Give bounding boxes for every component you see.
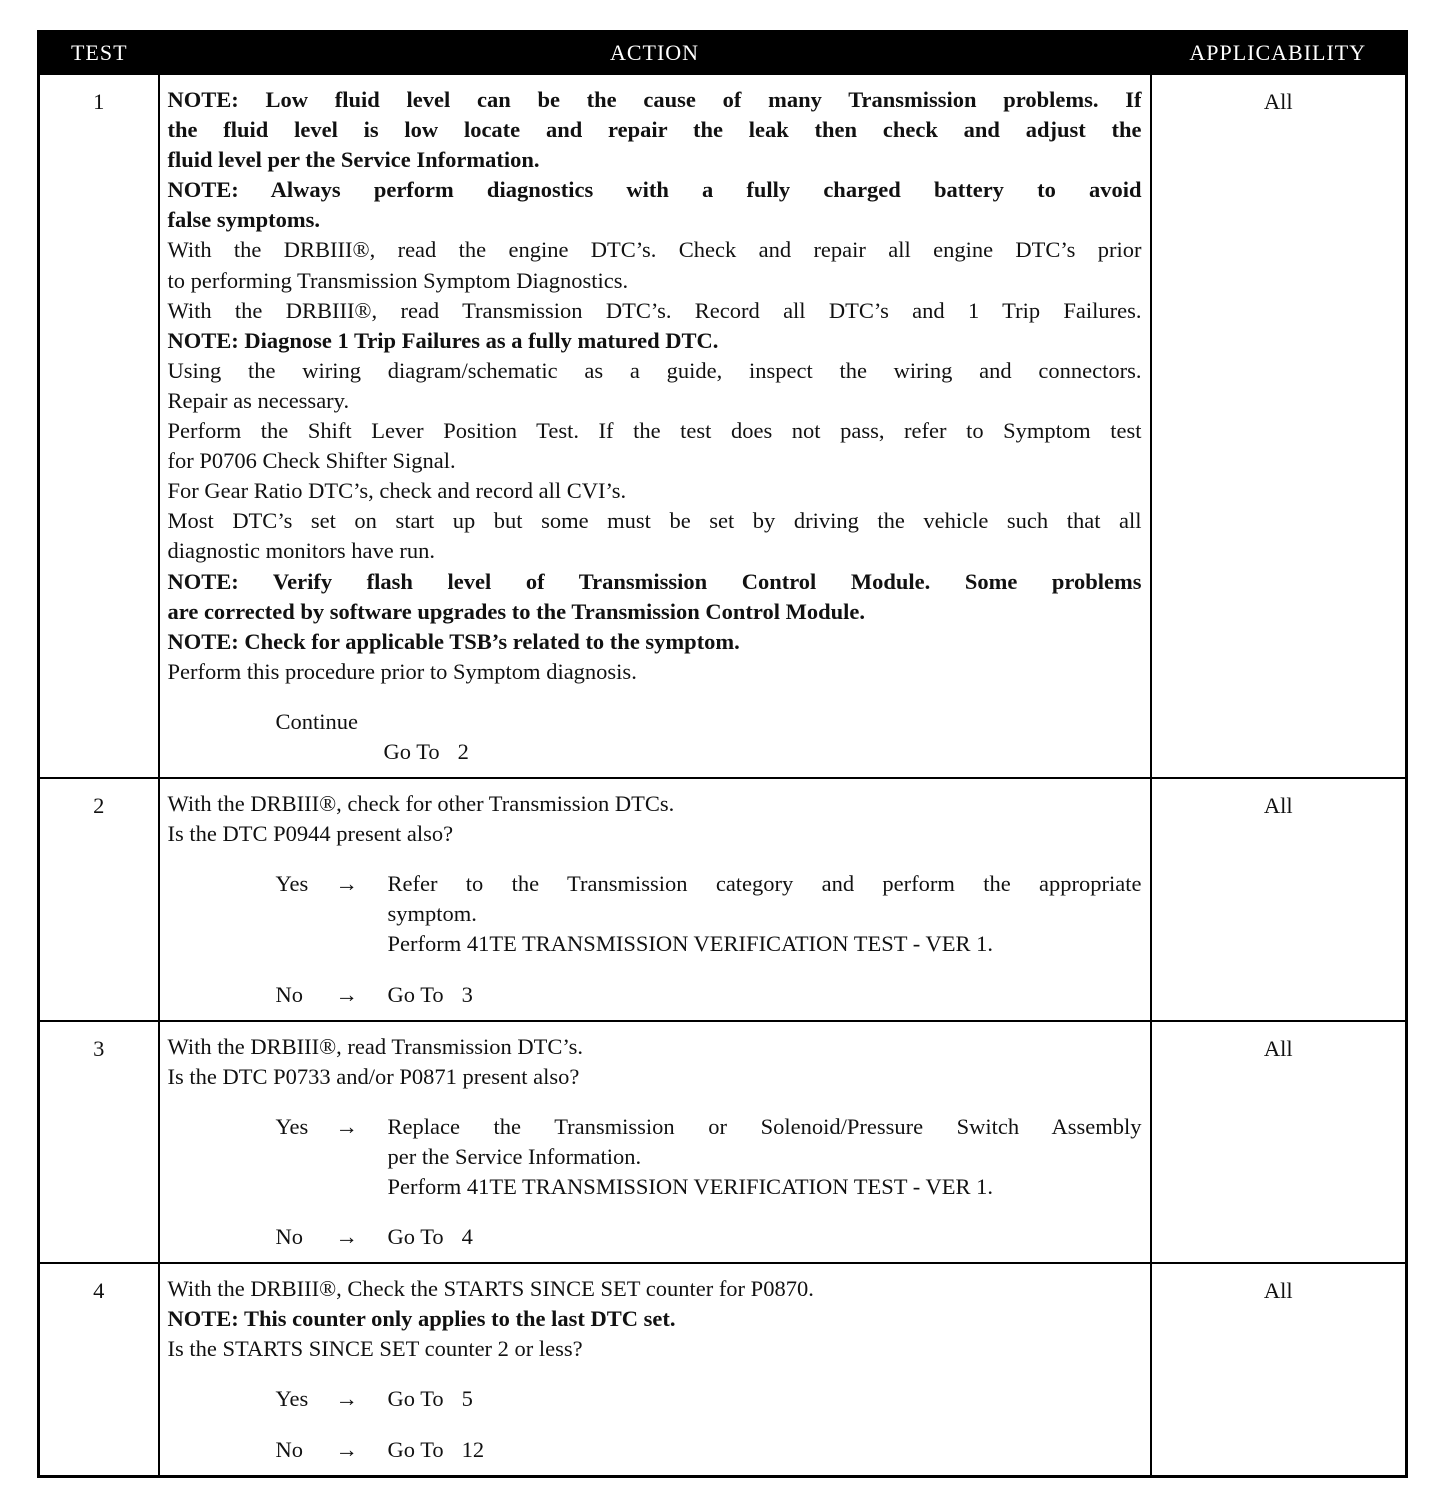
test-number: 3 (39, 1021, 159, 1264)
action-line: diagnostic monitors have run. (167, 538, 435, 564)
yes-answer (168, 1112, 1142, 1202)
action-cell (159, 778, 1151, 1021)
applicability-cell: All (1151, 1021, 1407, 1264)
action-line: NOTE: Check for applicable TSB’s related to the symptom. (167, 628, 740, 654)
action-cell (159, 1021, 1151, 1264)
goto-label: Go To (387, 1224, 444, 1250)
no-answer (168, 1435, 1142, 1465)
action-line: Is the DTC P0944 present also? (167, 821, 454, 847)
header-row (39, 32, 1407, 75)
result-line: Perform 41TE TRANSMISSION VERIFICATION TEST - VER 1. (387, 1174, 993, 1199)
yes-label: Yes (275, 1386, 309, 1412)
result-line: symptom. (387, 901, 477, 927)
action-line: With the DRBIII®, check for other Transmission DTCs. (167, 791, 675, 817)
action-line: With the DRBIII®, read the engine DTC’s. Check and repair all engine DTC’s prior (167, 237, 1142, 263)
action-line: NOTE: Always perform diagnostics with a fully charged battery to avoid (167, 177, 1142, 203)
continue-label: Continue (275, 708, 358, 734)
yes-result (388, 1384, 1142, 1414)
no-result (388, 1222, 1142, 1252)
header-test: TEST (39, 32, 159, 75)
action-line: for P0706 Check Shifter Signal. (167, 448, 456, 474)
goto-target: 12 (461, 1436, 485, 1462)
no-label: No (275, 1224, 303, 1250)
result-line: Replace the Transmission or Solenoid/Pressure Switch Assembly (387, 1113, 1142, 1139)
no-result (388, 1435, 1142, 1465)
action-line: Repair as necessary. (167, 387, 350, 413)
action-line: to performing Transmission Symptom Diagnostics. (167, 267, 629, 293)
test-row-3 (39, 1021, 1407, 1264)
action-line: With the DRBIII®, Check the STARTS SINCE SET counter for P0870. (167, 1276, 814, 1302)
action-line: With the DRBIII®, read Transmission DTC’s. (167, 1033, 584, 1059)
action-line: false symptoms. (167, 207, 320, 233)
applicability-cell: All (1151, 778, 1407, 1021)
right-arrow-icon: → (335, 981, 358, 1007)
applicability-cell: All (1151, 74, 1407, 778)
action-line: Perform this procedure prior to Symptom diagnosis. (167, 658, 637, 684)
action-line: Is the DTC P0733 and/or P0871 present also? (167, 1063, 580, 1089)
action-line: Most DTC’s set on start up but some must be set by driving the vehicle such that all (167, 508, 1142, 534)
action-line: With the DRBIII®, read Transmission DTC’s. Record all DTC’s and 1 Trip Failures. (167, 297, 1142, 323)
header-action: ACTION (159, 32, 1151, 75)
right-arrow-icon: → (335, 1386, 358, 1412)
yes-result (388, 869, 1142, 959)
goto-label: Go To (387, 981, 444, 1007)
test-row-2 (39, 778, 1407, 1021)
test-number: 4 (39, 1263, 159, 1476)
goto-target: 5 (461, 1386, 473, 1412)
action-line: Is the STARTS SINCE SET counter 2 or less? (167, 1336, 583, 1362)
no-label: No (275, 1436, 303, 1462)
right-arrow-icon: → (335, 871, 358, 897)
no-label: No (275, 981, 303, 1007)
yes-label: Yes (275, 1113, 309, 1139)
yes-answer (168, 869, 1142, 959)
action-line: For Gear Ratio DTC’s, check and record all CVI’s. (167, 478, 627, 504)
goto-target: 4 (461, 1224, 473, 1250)
right-arrow-icon: → (335, 1436, 358, 1462)
yes-result (388, 1112, 1142, 1202)
test-number: 1 (39, 74, 159, 778)
right-arrow-icon: → (335, 1113, 358, 1139)
no-answer (168, 1222, 1142, 1252)
action-line: NOTE: Low fluid level can be the cause of many Transmission problems. If (167, 87, 1142, 112)
yes-answer (168, 1384, 1142, 1414)
test-number: 2 (39, 778, 159, 1021)
action-line: Perform the Shift Lever Position Test. If the test does not pass, refer to Symptom test (167, 418, 1142, 444)
action-line: the fluid level is low locate and repair the leak then check and adjust the (167, 117, 1142, 143)
action-cell (159, 74, 1151, 778)
header-applicability: APPLICABILITY (1151, 32, 1407, 75)
action-line: Using the wiring diagram/schematic as a guide, inspect the wiring and connectors. (167, 357, 1142, 383)
goto-label: Go To (383, 738, 440, 764)
goto-label: Go To (387, 1436, 444, 1462)
action-line: fluid level per the Service Information. (167, 147, 540, 173)
goto-target: 2 (457, 738, 469, 764)
goto-target: 3 (461, 981, 473, 1007)
no-result (388, 980, 1142, 1010)
result-line: per the Service Information. (387, 1143, 642, 1169)
right-arrow-icon: → (335, 1224, 358, 1250)
action-line: NOTE: Verify flash level of Transmission Control Module. Some problems (167, 568, 1142, 594)
result-line: Refer to the Transmission category and perform the appropriate (387, 871, 1142, 897)
applicability-cell: All (1151, 1263, 1407, 1476)
test-procedure-table (37, 30, 1408, 1478)
test-row-4 (39, 1263, 1407, 1476)
table-header (39, 32, 1407, 75)
result-line: Perform 41TE TRANSMISSION VERIFICATION TEST - VER 1. (387, 931, 993, 957)
yes-label: Yes (275, 871, 309, 897)
goto-label: Go To (387, 1386, 444, 1412)
action-line: NOTE: This counter only applies to the last DTC set. (167, 1306, 676, 1332)
goto-instruction (168, 737, 1142, 767)
diagnostic-procedure-document (37, 30, 1405, 1478)
action-cell (159, 1263, 1151, 1476)
action-line: are corrected by software upgrades to the Transmission Control Module. (167, 598, 865, 624)
no-answer (168, 980, 1142, 1010)
test-row-1 (39, 74, 1407, 778)
action-line: NOTE: Diagnose 1 Trip Failures as a fully matured DTC. (167, 327, 719, 353)
